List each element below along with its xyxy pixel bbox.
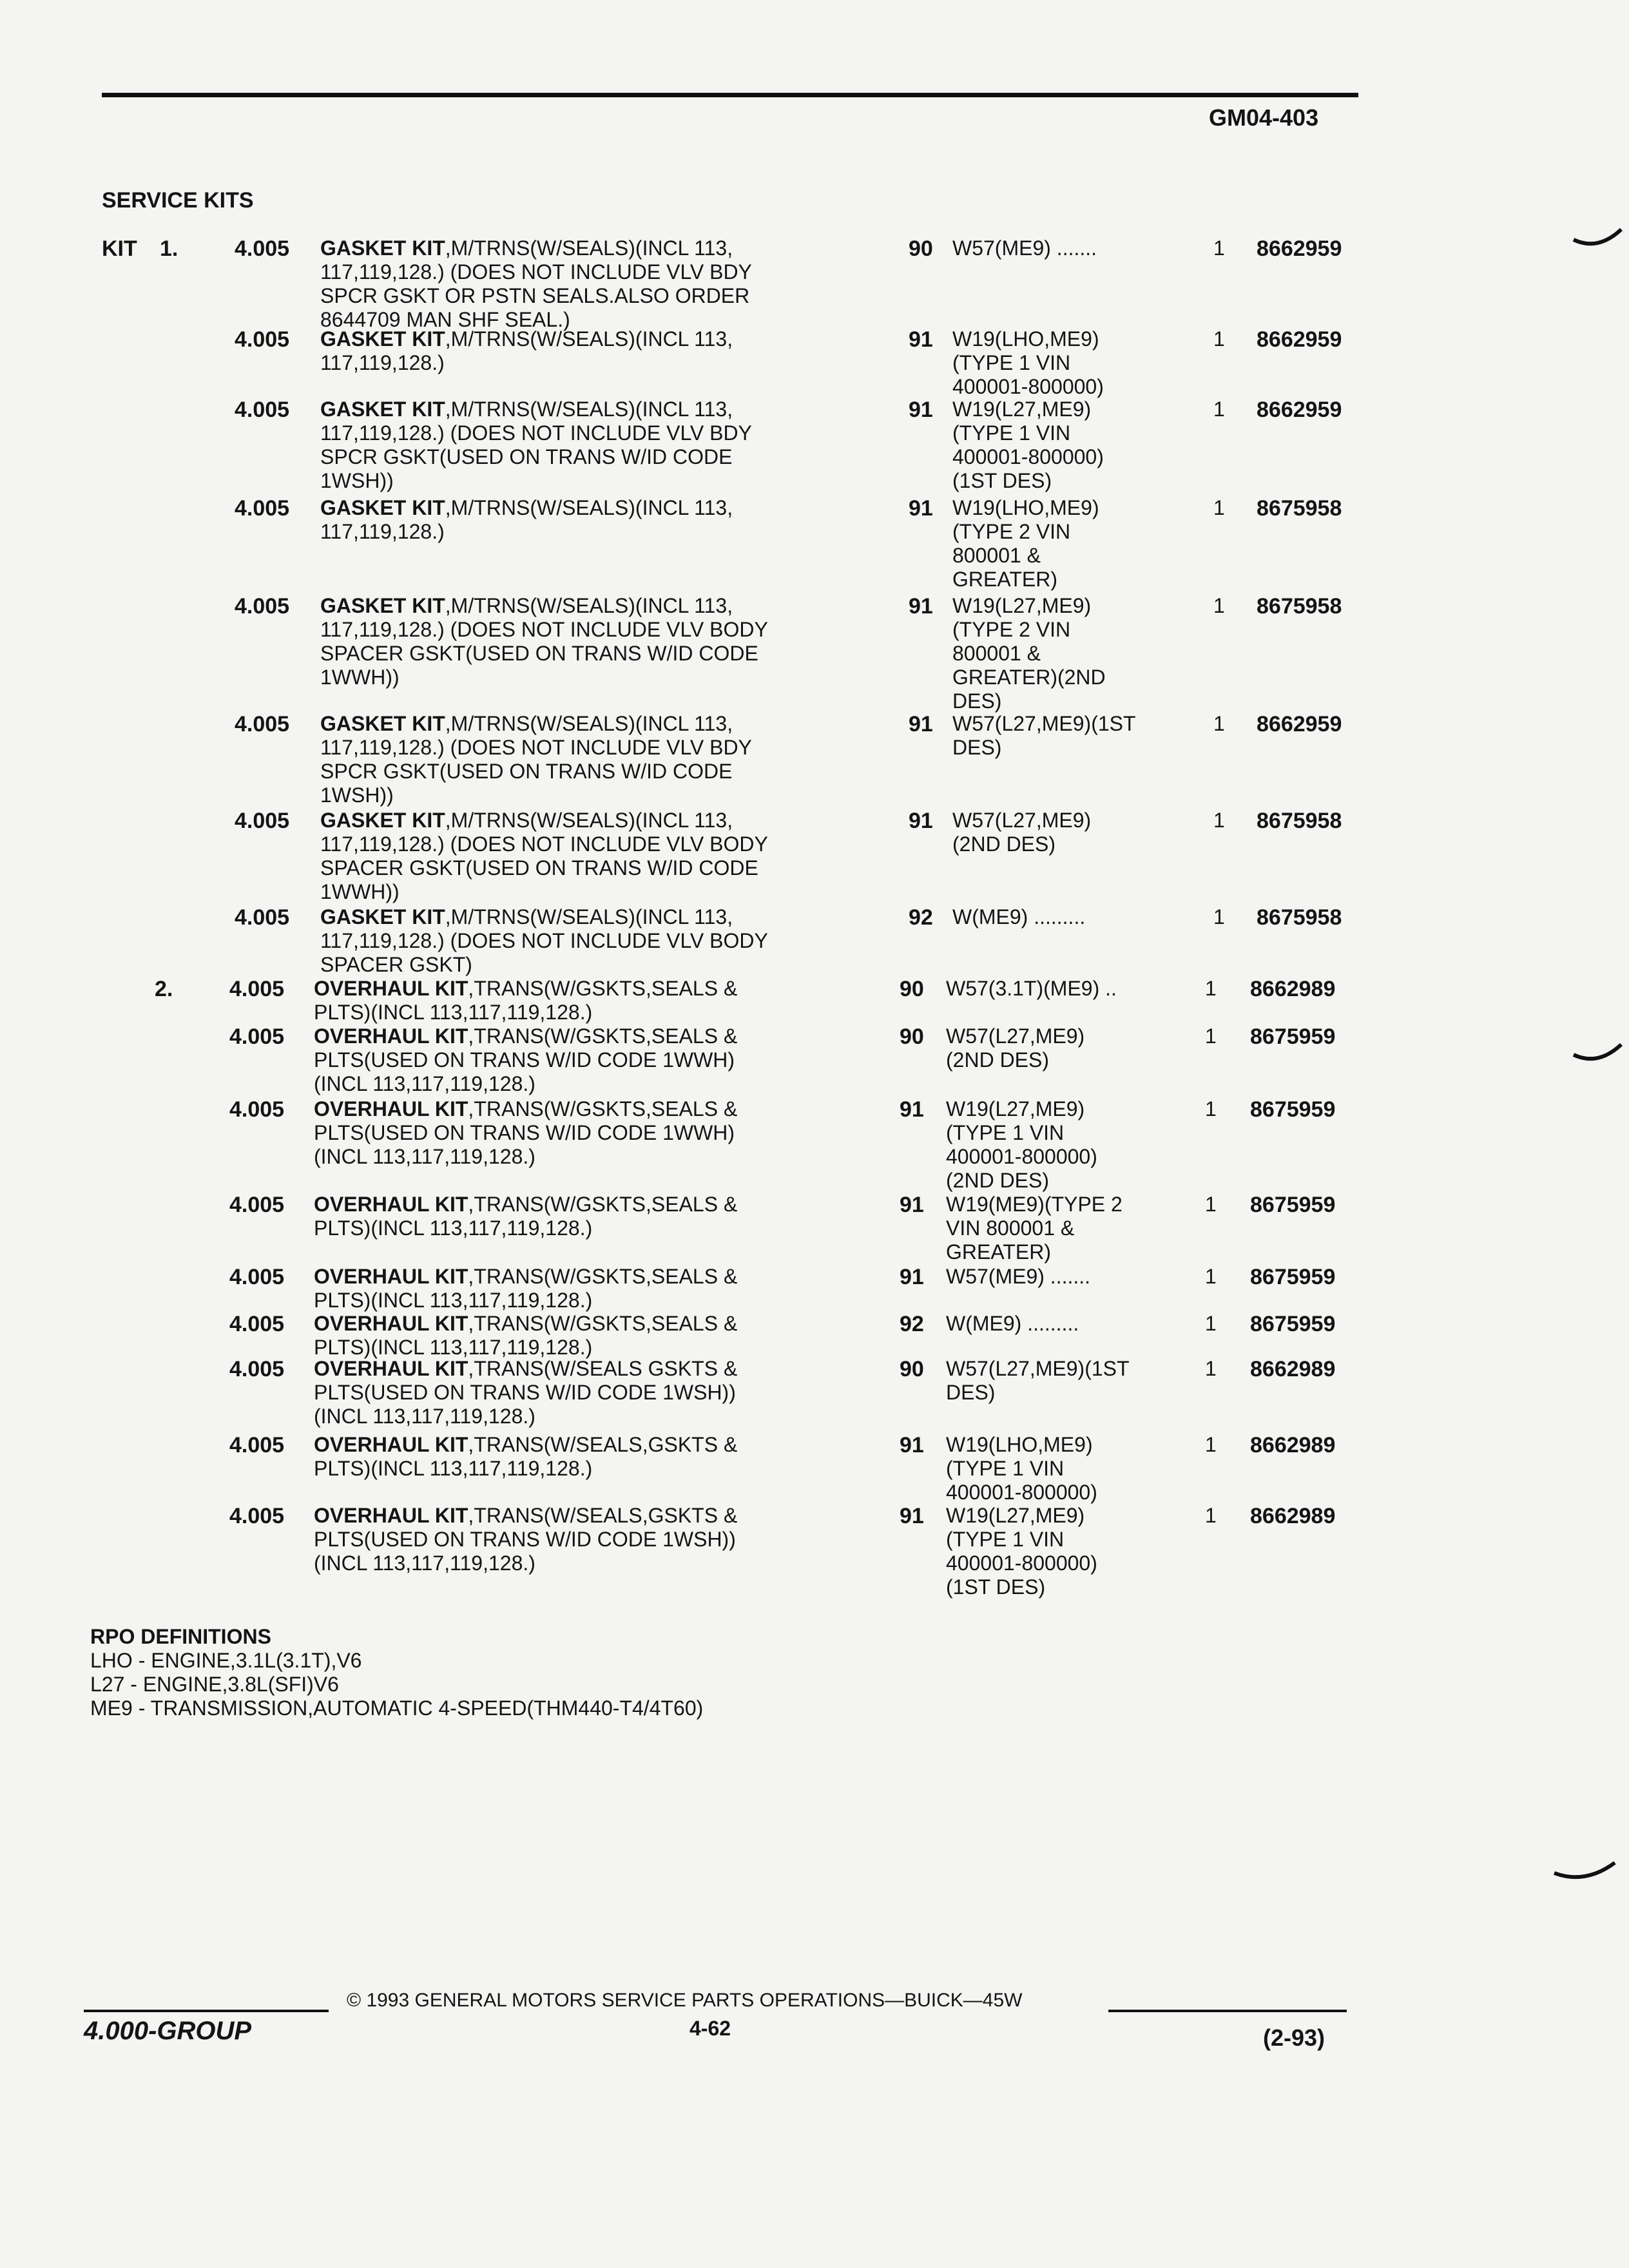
description-line [320,783,887,807]
group-number: 4.005 [235,496,290,521]
footer-page-number: 4-62 [689,2017,731,2040]
part-number: 8662959 [1257,398,1342,422]
part-number: 8675958 [1257,905,1342,930]
description-text: ,M/TRNS(W/SEALS)(INCL 113, [445,496,733,519]
description-text: 1WSH)) [320,783,394,807]
page-code: GM04-403 [1209,104,1319,131]
quantity: 1 [1213,809,1225,832]
group-number: 4.005 [229,1265,285,1289]
model-usage [952,594,1106,713]
description-text: ,M/TRNS(W/SEALS)(INCL 113, [445,594,733,617]
model-line: (TYPE 1 VIN [946,1121,1065,1144]
part-description [320,398,887,493]
catalog-page: 91 [900,1193,924,1217]
description-text: 117,119,128.) [320,351,445,374]
part-description [320,809,887,904]
part-description [314,1024,881,1096]
description-line [320,260,887,284]
description-line [320,953,887,977]
description-text: PLTS)(INCL 113,117,119,128.) [314,1336,593,1359]
description-line [320,712,887,736]
model-line: (TYPE 2 VIN [952,520,1071,543]
description-text: 117,119,128.) [320,520,445,543]
part-description [314,1193,881,1240]
description-text: ,M/TRNS(W/SEALS)(INCL 113, [445,398,733,421]
description-text: ,M/TRNS(W/SEALS)(INCL 113, [445,905,733,928]
description-text: ,TRANS(W/GSKTS,SEALS & [468,1193,738,1216]
model-line: W19(ME9)(TYPE 2 [946,1193,1123,1216]
part-name: OVERHAUL KIT [314,1357,468,1380]
footer-date: (2-93) [1263,2024,1325,2051]
part-name: OVERHAUL KIT [314,1433,468,1456]
quantity: 1 [1205,977,1217,1000]
model-line: 400001-800000) [946,1481,1097,1504]
model-line: DES) [952,736,1002,759]
description-line [314,1433,881,1457]
part-name: OVERHAUL KIT [314,977,468,1000]
part-description [314,1433,881,1481]
model-line: GREATER) [946,1240,1051,1264]
catalog-page: 92 [909,905,933,930]
model-line: 400001-800000) [946,1145,1097,1168]
description-text: SPCR GSKT(USED ON TRANS W/ID CODE [320,760,733,783]
part-description [320,236,887,332]
model-line: (2ND DES) [946,1169,1050,1192]
scan-tick-mark [1553,1859,1617,1891]
part-name: OVERHAUL KIT [314,1312,468,1335]
description-text: 1WWH)) [320,666,400,689]
description-text: ,TRANS(W/GSKTS,SEALS & [468,977,738,1000]
description-line [320,880,887,904]
catalog-page: 90 [900,1357,924,1381]
description-line [320,809,887,832]
description-line [320,445,887,469]
description-line [320,421,887,445]
model-line: W57(ME9) ....... [946,1265,1091,1288]
part-name: GASKET KIT [320,809,445,832]
quantity: 1 [1213,712,1225,735]
group-number: 4.005 [235,712,290,736]
rpo-line: ME9 - TRANSMISSION,AUTOMATIC 4-SPEED(THM440-T4/4T60) [90,1696,704,1720]
model-usage [952,905,1085,929]
description-line [320,736,887,760]
model-usage [952,496,1099,591]
part-name: GASKET KIT [320,496,445,519]
model-line: (TYPE 1 VIN [952,421,1071,445]
part-number: 8675959 [1250,1312,1336,1336]
description-line [320,520,887,544]
group-number: 4.005 [229,1312,285,1336]
part-description [314,1097,881,1169]
scan-tick-mark [1572,1041,1624,1073]
part-number: 8662989 [1250,1504,1336,1528]
description-line [314,1001,881,1024]
quantity: 1 [1205,1312,1217,1335]
catalog-page: 91 [909,327,933,352]
model-usage [952,327,1104,399]
group-number: 4.005 [229,1097,285,1122]
model-usage [952,712,1136,760]
description-line [314,1528,881,1552]
description-line [314,1048,881,1072]
group-number: 4.005 [229,1024,285,1049]
part-number: 8662989 [1250,1357,1336,1381]
part-description [320,905,887,977]
description-line [314,1265,881,1289]
description-text: ,TRANS(W/GSKTS,SEALS & [468,1312,738,1335]
part-number: 8675959 [1250,1193,1336,1217]
model-usage [946,1312,1079,1336]
description-text: 117,119,128.) (DOES NOT INCLUDE VLV BDY [320,260,752,284]
rpo-definitions [90,1625,703,1720]
description-line [320,642,887,666]
description-line [320,666,887,689]
model-line: W(ME9) ......... [952,905,1086,928]
quantity: 1 [1213,398,1225,421]
description-text: ,TRANS(W/SEALS,GSKTS & [468,1504,738,1527]
part-number: 8675959 [1250,1024,1336,1049]
description-text: (INCL 113,117,119,128.) [314,1405,535,1428]
part-number: 8675959 [1250,1097,1336,1122]
catalog-page: 91 [909,496,933,521]
description-line [320,832,887,856]
model-line: (2ND DES) [952,832,1056,856]
description-text: 117,119,128.) (DOES NOT INCLUDE VLV BODY [320,929,768,952]
part-name: GASKET KIT [320,712,445,735]
part-number: 8662959 [1257,236,1342,261]
model-line: GREATER)(2ND [952,666,1106,689]
description-text: 117,119,128.) (DOES NOT INCLUDE VLV BDY [320,736,752,759]
model-line: W19(L27,ME9) [946,1504,1085,1527]
description-line [314,1504,881,1528]
model-line: (1ST DES) [952,469,1052,492]
part-name: OVERHAUL KIT [314,1193,468,1216]
group-number: 4.005 [235,594,290,619]
model-line: W19(LHO,ME9) [952,496,1099,519]
description-line [314,1289,881,1312]
description-text: SPACER GSKT(USED ON TRANS W/ID CODE [320,856,758,879]
description-text: ,TRANS(W/GSKTS,SEALS & [468,1265,738,1288]
catalog-page: 91 [909,809,933,833]
model-usage [952,809,1091,856]
kit-number: 1. [160,236,178,261]
quantity: 1 [1213,327,1225,351]
part-number: 8662959 [1257,712,1342,736]
footer-rule-right [1108,2010,1347,2012]
description-text: 117,119,128.) (DOES NOT INCLUDE VLV BDY [320,421,752,445]
group-number: 4.005 [235,327,290,352]
model-line: (TYPE 2 VIN [952,618,1071,641]
description-line [314,1193,881,1216]
description-text: 8644709 MAN SHF SEAL.) [320,308,570,331]
model-line: DES) [946,1381,996,1404]
rpo-line: L27 - ENGINE,3.8L(SFI)V6 [90,1673,339,1696]
kit-number: 2. [155,977,173,1001]
model-line: 400001-800000) [946,1552,1097,1575]
description-line [320,856,887,880]
catalog-page: 91 [909,712,933,736]
description-line [320,760,887,783]
description-line [320,351,887,375]
catalog-page: 91 [900,1504,924,1528]
part-description [320,594,887,689]
catalog-page: 91 [900,1433,924,1457]
catalog-page: 90 [900,1024,924,1049]
description-line [320,929,887,953]
description-line [320,327,887,351]
model-line: W57(ME9) ....... [952,236,1097,260]
part-name: OVERHAUL KIT [314,1504,468,1527]
quantity: 1 [1205,1193,1217,1216]
description-line [314,1457,881,1481]
model-usage [946,1024,1084,1072]
description-text: 117,119,128.) (DOES NOT INCLUDE VLV BODY [320,832,768,856]
model-line: W57(L27,ME9)(1ST [946,1357,1130,1380]
description-text: PLTS)(INCL 113,117,119,128.) [314,1457,593,1480]
quantity: 1 [1213,905,1225,928]
description-text: SPCR GSKT(USED ON TRANS W/ID CODE [320,445,733,468]
catalog-page: 91 [909,594,933,619]
description-text: ,TRANS(W/SEALS GSKTS & [468,1357,738,1380]
description-text: PLTS(USED ON TRANS W/ID CODE 1WSH)) [314,1381,736,1404]
part-description [314,1312,881,1360]
part-description [314,1357,881,1428]
quantity: 1 [1213,236,1225,260]
catalog-page: 92 [900,1312,924,1336]
description-text: PLTS)(INCL 113,117,119,128.) [314,1001,593,1024]
description-text: SPACER GSKT(USED ON TRANS W/ID CODE [320,642,758,665]
description-text: ,TRANS(W/GSKTS,SEALS & [468,1024,738,1048]
rpo-line: LHO - ENGINE,3.1L(3.1T),V6 [90,1649,362,1672]
model-usage [946,1265,1090,1289]
model-line: W57(L27,ME9)(1ST [952,712,1136,735]
description-text: PLTS)(INCL 113,117,119,128.) [314,1289,593,1312]
description-line [320,469,887,493]
part-name: GASKET KIT [320,236,445,260]
model-line: (TYPE 1 VIN [952,351,1071,374]
description-line [314,1405,881,1428]
description-text: ,M/TRNS(W/SEALS)(INCL 113, [445,712,733,735]
part-description [320,327,887,375]
quantity: 1 [1205,1265,1217,1288]
description-text: PLTS(USED ON TRANS W/ID CODE 1WWH) [314,1048,735,1072]
group-number: 4.005 [235,236,290,261]
model-line: VIN 800001 & [946,1216,1075,1240]
kit-label: KIT [102,236,137,261]
quantity: 1 [1205,1024,1217,1048]
model-line: W19(L27,ME9) [952,594,1092,617]
description-line [314,1357,881,1381]
description-line [314,1216,881,1240]
model-line: W57(L27,ME9) [952,809,1092,832]
model-line: 800001 & [952,544,1041,567]
description-line [314,1552,881,1575]
catalog-page: 91 [909,398,933,422]
quantity: 1 [1205,1357,1217,1380]
description-line [314,1097,881,1121]
model-line: W57(3.1T)(ME9) .. [946,977,1117,1000]
scan-tick-mark [1572,226,1624,258]
description-line [314,1121,881,1145]
part-description [314,977,881,1024]
description-line [320,618,887,642]
group-number: 4.005 [235,398,290,422]
model-line: W19(LHO,ME9) [952,327,1099,351]
model-usage [946,1097,1097,1193]
description-text: (INCL 113,117,119,128.) [314,1145,535,1168]
model-usage [946,1193,1123,1264]
part-number: 8662989 [1250,1433,1336,1457]
description-text: 1WSH)) [320,469,394,492]
header-rule [102,93,1358,97]
footer-rule-left [84,2010,329,2012]
group-number: 4.005 [229,1193,285,1217]
catalog-page: 90 [900,977,924,1001]
model-line: (TYPE 1 VIN [946,1457,1065,1480]
catalog-page: 91 [900,1265,924,1289]
part-description [320,496,887,544]
part-number: 8675959 [1250,1265,1336,1289]
description-text: 1WWH)) [320,880,400,903]
model-line: W19(L27,ME9) [946,1097,1085,1120]
section-title: SERVICE KITS [102,188,254,213]
part-name: GASKET KIT [320,594,445,617]
model-line: (TYPE 1 VIN [946,1528,1065,1551]
description-line [314,1145,881,1169]
group-number: 4.005 [229,977,285,1001]
part-number: 8675958 [1257,809,1342,833]
model-usage [946,1433,1097,1504]
group-number: 4.005 [229,1433,285,1457]
description-text: (INCL 113,117,119,128.) [314,1552,535,1575]
description-text: PLTS(USED ON TRANS W/ID CODE 1WWH) [314,1121,735,1144]
part-name: GASKET KIT [320,398,445,421]
model-line: 800001 & [952,642,1041,665]
part-description [314,1504,881,1575]
description-line [314,1312,881,1336]
rpo-title: RPO DEFINITIONS [90,1625,271,1648]
description-text: ,M/TRNS(W/SEALS)(INCL 113, [445,809,733,832]
part-description [320,712,887,807]
catalog-page: 90 [909,236,933,261]
quantity: 1 [1205,1433,1217,1456]
quantity: 1 [1213,496,1225,519]
group-number: 4.005 [235,905,290,930]
model-line: W57(L27,ME9) [946,1024,1085,1048]
description-line [314,1024,881,1048]
description-line [320,594,887,618]
quantity: 1 [1213,594,1225,617]
description-text: SPCR GSKT OR PSTN SEALS.ALSO ORDER [320,284,750,307]
description-text: PLTS(USED ON TRANS W/ID CODE 1WSH)) [314,1528,736,1551]
description-text: ,TRANS(W/GSKTS,SEALS & [468,1097,738,1120]
footer-group: 4.000-GROUP [84,2017,252,2045]
group-number: 4.005 [229,1357,285,1381]
part-number: 8675958 [1257,496,1342,521]
group-number: 4.005 [235,809,290,833]
description-line [314,1381,881,1405]
description-text: PLTS)(INCL 113,117,119,128.) [314,1216,593,1240]
model-usage [946,1504,1097,1599]
description-text: ,M/TRNS(W/SEALS)(INCL 113, [445,327,733,351]
catalog-page: 91 [900,1097,924,1122]
model-line: W(ME9) ......... [946,1312,1079,1335]
description-line [314,1072,881,1096]
part-name: GASKET KIT [320,905,445,928]
description-text: ,TRANS(W/SEALS,GSKTS & [468,1433,738,1456]
part-number: 8675958 [1257,594,1342,619]
model-usage [946,977,1117,1001]
quantity: 1 [1205,1504,1217,1527]
group-number: 4.005 [229,1504,285,1528]
model-line: (1ST DES) [946,1575,1046,1599]
model-line: DES) [952,689,1002,713]
model-usage [952,236,1097,260]
description-line [320,905,887,929]
footer-copyright: © 1993 GENERAL MOTORS SERVICE PARTS OPERATIONS—BUICK—45W [347,1990,1023,2011]
model-line: 400001-800000) [952,445,1104,468]
quantity: 1 [1205,1097,1217,1120]
model-line: 400001-800000) [952,375,1104,398]
part-number: 8662989 [1250,977,1336,1001]
model-line: (2ND DES) [946,1048,1050,1072]
description-line [314,977,881,1001]
model-usage [946,1357,1130,1405]
model-usage [952,398,1104,493]
part-name: OVERHAUL KIT [314,1265,468,1288]
description-line [320,398,887,421]
description-text: SPACER GSKT) [320,953,472,976]
model-line: GREATER) [952,568,1057,591]
description-text: 117,119,128.) (DOES NOT INCLUDE VLV BODY [320,618,768,641]
model-line: W19(LHO,ME9) [946,1433,1093,1456]
part-number: 8662959 [1257,327,1342,352]
model-line: W19(L27,ME9) [952,398,1092,421]
part-name: OVERHAUL KIT [314,1024,468,1048]
description-line [320,284,887,308]
part-description [314,1265,881,1312]
description-line [320,236,887,260]
description-text: (INCL 113,117,119,128.) [314,1072,535,1095]
description-text: ,M/TRNS(W/SEALS)(INCL 113, [445,236,733,260]
description-line [320,496,887,520]
part-name: OVERHAUL KIT [314,1097,468,1120]
part-name: GASKET KIT [320,327,445,351]
description-line [314,1336,881,1360]
